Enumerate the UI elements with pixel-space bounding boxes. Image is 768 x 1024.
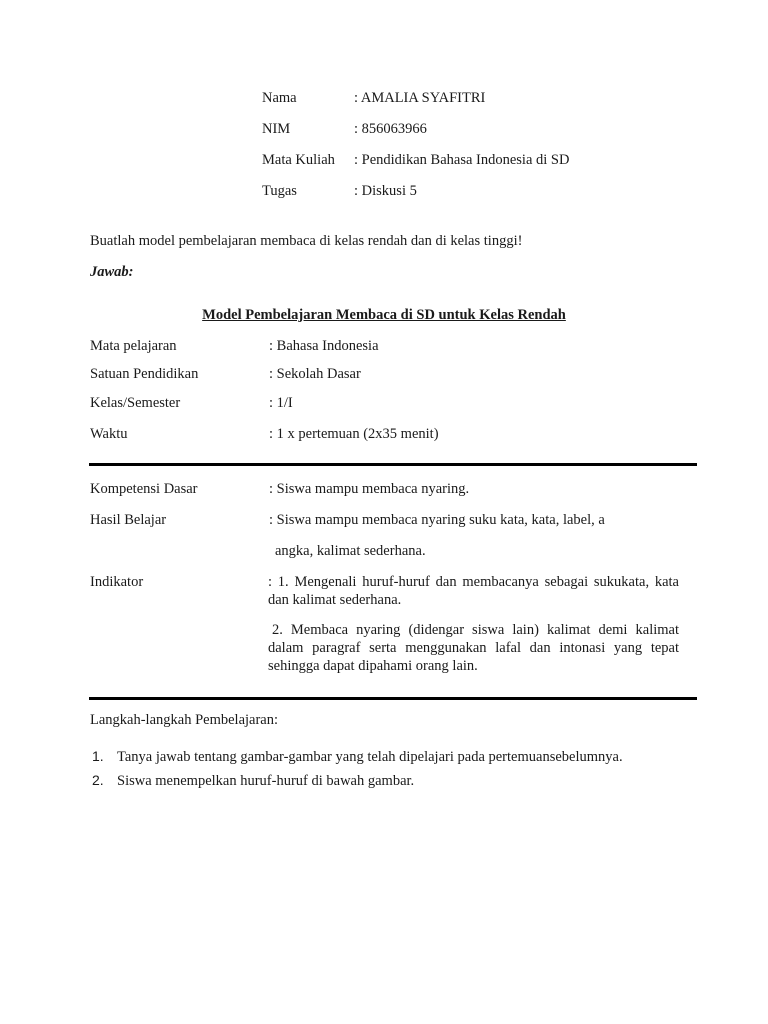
- class-label: Kelas/Semester: [90, 395, 181, 411]
- hb-label: Hasil Belajar: [90, 512, 167, 528]
- kd-label: Kompetensi Dasar: [90, 481, 198, 497]
- steps-heading: Langkah-langkah Pembelajaran:: [90, 712, 279, 728]
- nim-value: : 856063966: [354, 121, 427, 137]
- class-value: : 1/I: [269, 395, 293, 411]
- question-text: Buatlah model pembelajaran membaca di kelas rendah dan di kelas tinggi!: [90, 233, 523, 249]
- step-text: Siswa menempelkan huruf-huruf di bawah gambar.: [117, 773, 415, 789]
- step-number: 1.: [92, 748, 104, 764]
- nim-label: NIM: [262, 121, 291, 137]
- subject-label: Mata pelajaran: [90, 338, 177, 354]
- school-label: Satuan Pendidikan: [90, 366, 199, 382]
- time-label: Waktu: [90, 426, 128, 442]
- kd-value: : Siswa mampu membaca nyaring.: [269, 481, 470, 497]
- course-value: : Pendidikan Bahasa Indonesia di SD: [354, 152, 570, 168]
- hb-value-line2: angka, kalimat sederhana.: [275, 543, 426, 559]
- step-text: Tanya jawab tentang gambar-gambar yang telah dipelajari pada pertemuansebelumnya.: [117, 749, 623, 765]
- course-label: Mata Kuliah: [262, 152, 335, 168]
- subject-value: : Bahasa Indonesia: [269, 338, 379, 354]
- task-label: Tugas: [262, 183, 297, 199]
- name-value: : AMALIA SYAFITRI: [354, 90, 486, 106]
- divider-bottom: [89, 697, 697, 700]
- divider-top: [89, 463, 697, 466]
- model-title: Model Pembelajaran Membaca di SD untuk Kelas Rendah: [202, 307, 566, 323]
- answer-label: Jawab:: [90, 264, 134, 280]
- time-value: : 1 x pertemuan (2x35 menit): [269, 426, 439, 442]
- indicator-item-2: 2. Membaca nyaring (didengar siswa lain) kalimat demi kalimat dalam paragraf serta menggunakan lafal dan intonasi yang tepat sehingga dapat dipahami orang lain.: [268, 622, 679, 675]
- indicator-item-1: : 1. Mengenali huruf-huruf dan membacanya sebagai sukukata, kata dan kalimat sederhana.: [268, 574, 679, 609]
- hb-value-line1: : Siswa mampu membaca nyaring suku kata, kata, label, a: [269, 512, 605, 528]
- school-value: : Sekolah Dasar: [269, 366, 361, 382]
- task-value: : Diskusi 5: [354, 183, 417, 199]
- step-number: 2.: [92, 772, 104, 788]
- name-label: Nama: [262, 90, 297, 106]
- indicator-label: Indikator: [90, 574, 144, 590]
